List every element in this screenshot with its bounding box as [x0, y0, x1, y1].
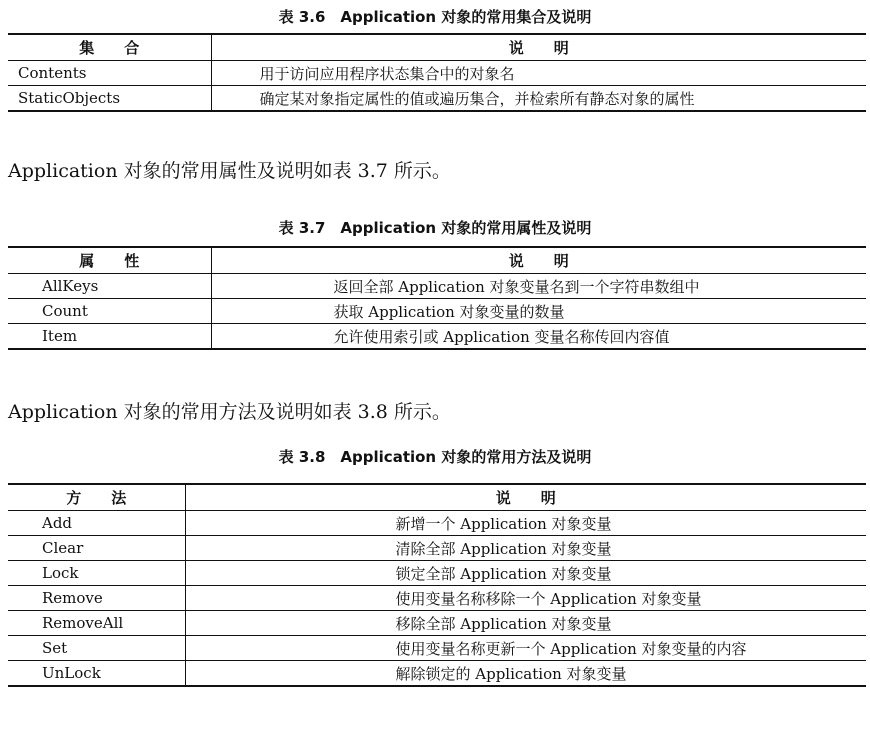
- header-collection: 集 合: [8, 34, 211, 61]
- collection-name: Contents: [8, 61, 211, 86]
- header-method: 方 法: [8, 484, 185, 511]
- table-3-8: [8, 483, 866, 687]
- method-description: 解除锁定的 Application 对象变量: [185, 661, 866, 687]
- table-header-row: [8, 484, 866, 511]
- table-row: [8, 611, 866, 636]
- table-header-row: [8, 34, 866, 61]
- table-row: [8, 661, 866, 687]
- table-row: [8, 324, 866, 350]
- header-description: 说 明: [185, 484, 866, 511]
- table-row: [8, 636, 866, 661]
- property-description: 获取 Application 对象变量的数量: [211, 299, 866, 324]
- paragraph-table-3-8-intro: Application 对象的常用方法及说明如表 3.8 所示。: [8, 401, 451, 423]
- table-3-7: [8, 246, 866, 350]
- table-row: [8, 586, 866, 611]
- method-description: 新增一个 Application 对象变量: [185, 511, 866, 536]
- collection-description: 确定某对象指定属性的值或遍历集合，并检索所有静态对象的属性: [211, 86, 866, 112]
- property-name: AllKeys: [8, 274, 211, 299]
- method-name: Clear: [8, 536, 185, 561]
- method-description: 清除全部 Application 对象变量: [185, 536, 866, 561]
- table-3-6-caption: 表 3.6 Application 对象的常用集合及说明: [278, 8, 592, 26]
- collection-name: StaticObjects: [8, 86, 211, 112]
- method-description: 锁定全部 Application 对象变量: [185, 561, 866, 586]
- method-description: 使用变量名称更新一个 Application 对象变量的内容: [185, 636, 866, 661]
- header-description: 说 明: [211, 247, 866, 274]
- method-name: UnLock: [8, 661, 185, 687]
- table-row: [8, 511, 866, 536]
- table-row: [8, 299, 866, 324]
- table-3-8-caption: 表 3.8 Application 对象的常用方法及说明: [278, 448, 592, 466]
- method-description: 移除全部 Application 对象变量: [185, 611, 866, 636]
- table-row: [8, 561, 866, 586]
- header-property: 属 性: [8, 247, 211, 274]
- table-3-6: [8, 33, 866, 112]
- method-name: Lock: [8, 561, 185, 586]
- header-description: 说 明: [211, 34, 866, 61]
- table-row: [8, 536, 866, 561]
- method-name: Remove: [8, 586, 185, 611]
- method-name: Add: [8, 511, 185, 536]
- property-name: Count: [8, 299, 211, 324]
- collection-description: 用于访问应用程序状态集合中的对象名: [211, 61, 866, 86]
- property-description: 允许使用索引或 Application 变量名称传回内容值: [211, 324, 866, 350]
- table-3-7-caption: 表 3.7 Application 对象的常用属性及说明: [278, 219, 592, 237]
- table-row: [8, 86, 866, 112]
- paragraph-table-3-7-intro: Application 对象的常用属性及说明如表 3.7 所示。: [8, 160, 451, 182]
- table-row: [8, 274, 866, 299]
- property-description: 返回全部 Application 对象变量名到一个字符串数组中: [211, 274, 866, 299]
- property-name: Item: [8, 324, 211, 350]
- table-header-row: [8, 247, 866, 274]
- table-row: [8, 61, 866, 86]
- method-name: RemoveAll: [8, 611, 185, 636]
- method-description: 使用变量名称移除一个 Application 对象变量: [185, 586, 866, 611]
- method-name: Set: [8, 636, 185, 661]
